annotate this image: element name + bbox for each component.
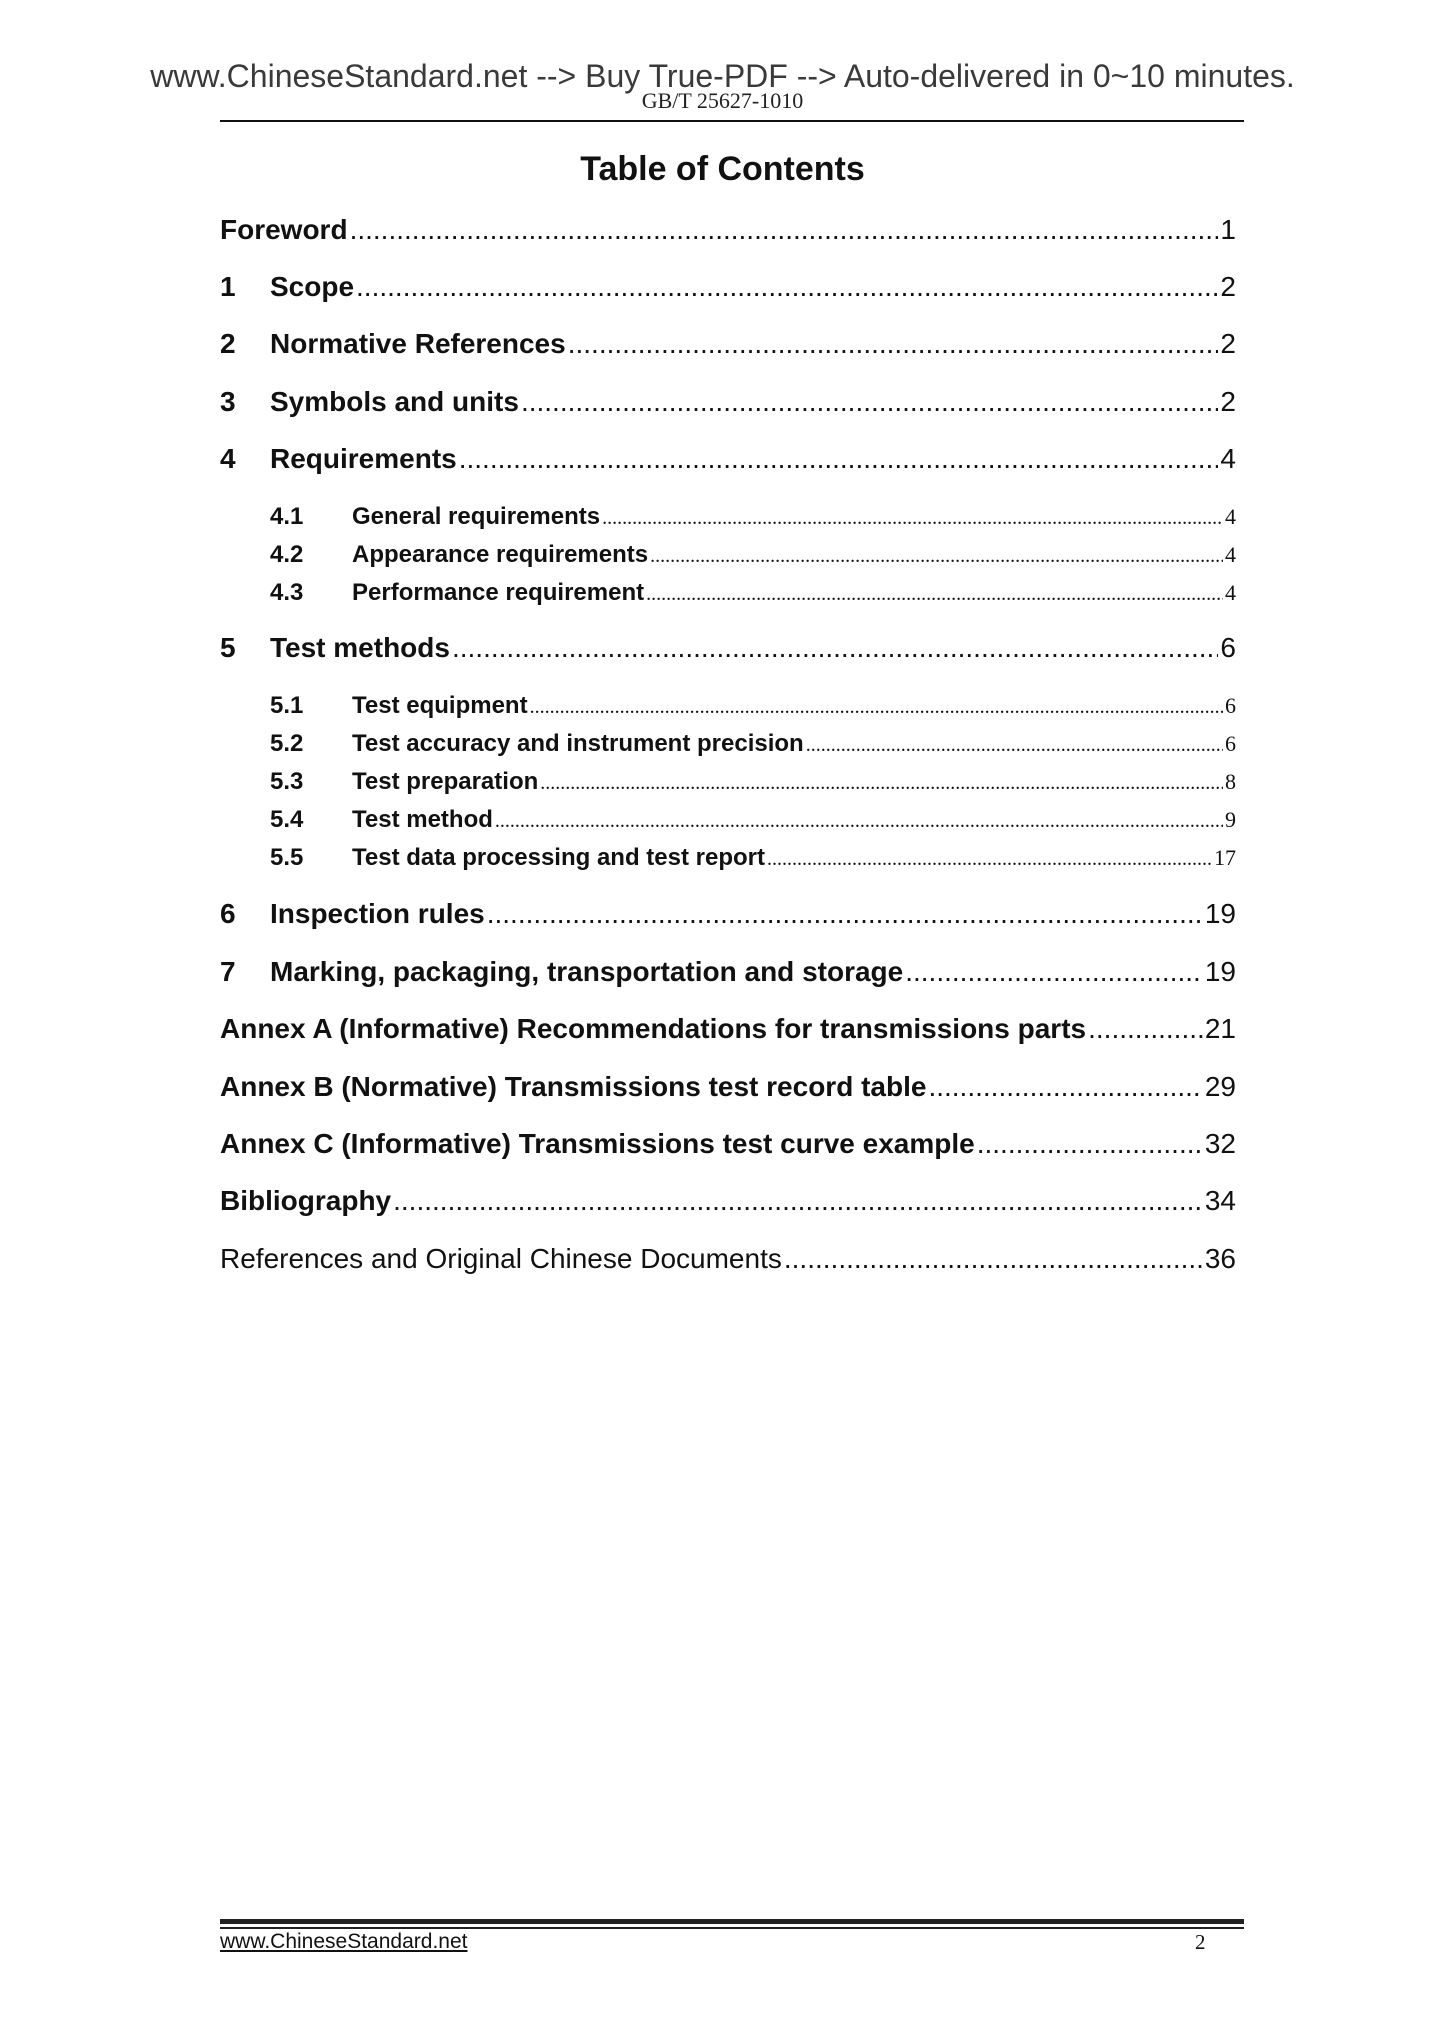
dot-leader [905, 956, 1203, 988]
footer-rule [220, 1919, 1244, 1924]
dot-leader [977, 1128, 1203, 1160]
toc-entry-title: Performance requirement [352, 579, 645, 606]
dot-leader [459, 443, 1219, 475]
toc-entry-title: Test data processing and test report [352, 844, 765, 871]
toc-entry-title: Test accuracy and instrument precision [352, 730, 804, 757]
toc-entry-number: 6 [220, 898, 236, 929]
toc-entry-title: Inspection rules [270, 898, 485, 929]
toc-entry-number: 5.5 [270, 844, 304, 871]
toc-entry-title: Test methods [270, 632, 450, 663]
toc-entry[interactable] [220, 898, 1236, 930]
dot-leader [806, 734, 1223, 757]
toc-entry[interactable] [220, 1013, 1236, 1045]
dot-leader [521, 386, 1218, 418]
toc-entry[interactable] [220, 768, 1236, 796]
toc-entry-page: 4 [1225, 504, 1236, 529]
dot-leader [767, 848, 1212, 871]
dot-leader [495, 810, 1223, 833]
toc-entry-number: 5.1 [270, 692, 304, 719]
dot-leader [393, 1185, 1203, 1217]
footer-page-number: 2 [1195, 1930, 1206, 1954]
toc-entry-page: 1 [1220, 214, 1236, 245]
toc-entry-title: Annex A (Informative) Recommendations for transmissions parts [220, 1013, 1087, 1044]
toc-entry-number: 5.4 [270, 806, 304, 833]
toc-entry-page: 19 [1204, 956, 1236, 987]
toc-entry[interactable] [220, 541, 1236, 569]
toc-entry-number: 5 [220, 632, 236, 663]
toc-entry[interactable] [220, 386, 1236, 418]
toc-entry[interactable] [220, 1071, 1236, 1103]
dot-leader [530, 696, 1223, 719]
toc-entry-number: 4.3 [270, 579, 304, 606]
dot-leader [487, 898, 1203, 930]
toc-entry[interactable] [220, 579, 1236, 607]
toc-entry-page: 19 [1204, 898, 1236, 929]
source-banner[interactable]: www.ChineseStandard.net --> Buy True-PDF --> Auto-delivered in 0~10 minutes. [150, 58, 1295, 94]
toc-entry-page: 6 [1220, 632, 1236, 663]
toc-entry[interactable] [220, 1185, 1236, 1217]
toc-entry-page: 2 [1220, 271, 1236, 302]
toc-entry[interactable] [220, 443, 1236, 475]
toc-entry-title: Scope [270, 271, 355, 302]
dot-leader [350, 214, 1219, 246]
toc-entry-number: 7 [220, 956, 236, 987]
toc-entry[interactable] [220, 503, 1236, 531]
toc-entry-page: 21 [1204, 1013, 1236, 1044]
toc-entry-number: 4 [220, 443, 236, 474]
dot-leader [928, 1071, 1202, 1103]
toc-entry-number: 3 [220, 386, 236, 417]
toc-entry[interactable] [220, 632, 1236, 664]
toc-entry-page: 9 [1225, 807, 1236, 832]
dot-leader [784, 1243, 1203, 1275]
toc-entry[interactable] [220, 692, 1236, 720]
toc-entry[interactable] [220, 730, 1236, 758]
toc-entry-page: 4 [1220, 443, 1236, 474]
dot-leader [356, 271, 1218, 303]
toc-entry-page: 4 [1225, 580, 1236, 605]
toc-entry-title: Test method [352, 806, 493, 833]
toc-entry-page: 6 [1225, 693, 1236, 718]
toc-entry-title: Appearance requirements [352, 541, 649, 568]
toc-entry-number: 1 [220, 271, 236, 302]
toc-entry[interactable] [220, 844, 1236, 872]
toc-entry[interactable] [220, 956, 1236, 988]
toc-entry-page: 4 [1225, 542, 1236, 567]
toc-entry-title: Symbols and units [270, 386, 519, 417]
toc-entry-number: 4.1 [270, 503, 304, 530]
dot-leader [568, 328, 1219, 360]
dot-leader [602, 507, 1223, 530]
document-number: GB/T 25627-1010 [641, 88, 804, 113]
toc-entry-page: 29 [1204, 1071, 1236, 1102]
toc-entry-title: Foreword [220, 214, 348, 245]
toc-entry-number: 4.2 [270, 541, 304, 568]
toc-entry-page: 17 [1214, 845, 1236, 870]
header-rule [220, 120, 1244, 122]
toc-entry-title: General requirements [352, 503, 601, 530]
toc-entry-page: 32 [1204, 1128, 1236, 1159]
toc-entry[interactable] [220, 271, 1236, 303]
toc-entry[interactable] [220, 328, 1236, 360]
toc-entry-title: Annex C (Informative) Transmissions test curve example [220, 1128, 975, 1159]
toc-entry[interactable] [220, 1128, 1236, 1160]
toc-entry-title: Marking, packaging, transportation and storage [270, 956, 904, 987]
toc-entry-page: 8 [1225, 769, 1236, 794]
toc-entry-title: References and Original Chinese Documents [220, 1243, 782, 1274]
toc-entry-title: Requirements [270, 443, 457, 474]
toc-entry[interactable] [220, 214, 1236, 246]
toc-entry-page: 34 [1204, 1185, 1236, 1216]
dot-leader [646, 583, 1223, 606]
toc-entry-title: Test equipment [352, 692, 528, 719]
dot-leader [452, 632, 1218, 664]
toc-entry[interactable] [220, 806, 1236, 834]
footer-website-link[interactable]: www.ChineseStandard.net [220, 1930, 468, 1953]
toc-title: Table of Contents [580, 150, 865, 188]
toc-entry-number: 5.2 [270, 730, 304, 757]
toc-entry-page: 2 [1220, 328, 1236, 359]
toc-entry[interactable] [220, 1243, 1236, 1275]
footer-rule-thin [220, 1927, 1244, 1929]
toc-entry-title: Bibliography [220, 1185, 392, 1216]
dot-leader [1088, 1013, 1203, 1045]
toc-entry-number: 5.3 [270, 768, 304, 795]
toc-entry-title: Annex B (Normative) Transmissions test record table [220, 1071, 927, 1102]
toc-entry-title: Test preparation [352, 768, 539, 795]
toc-entry-page: 36 [1204, 1243, 1236, 1274]
dot-leader [650, 545, 1223, 568]
toc-entry-number: 2 [220, 328, 236, 359]
toc-entry-title: Normative References [270, 328, 566, 359]
toc-entry-page: 2 [1220, 386, 1236, 417]
toc-entry-page: 6 [1225, 731, 1236, 756]
dot-leader [540, 772, 1223, 795]
